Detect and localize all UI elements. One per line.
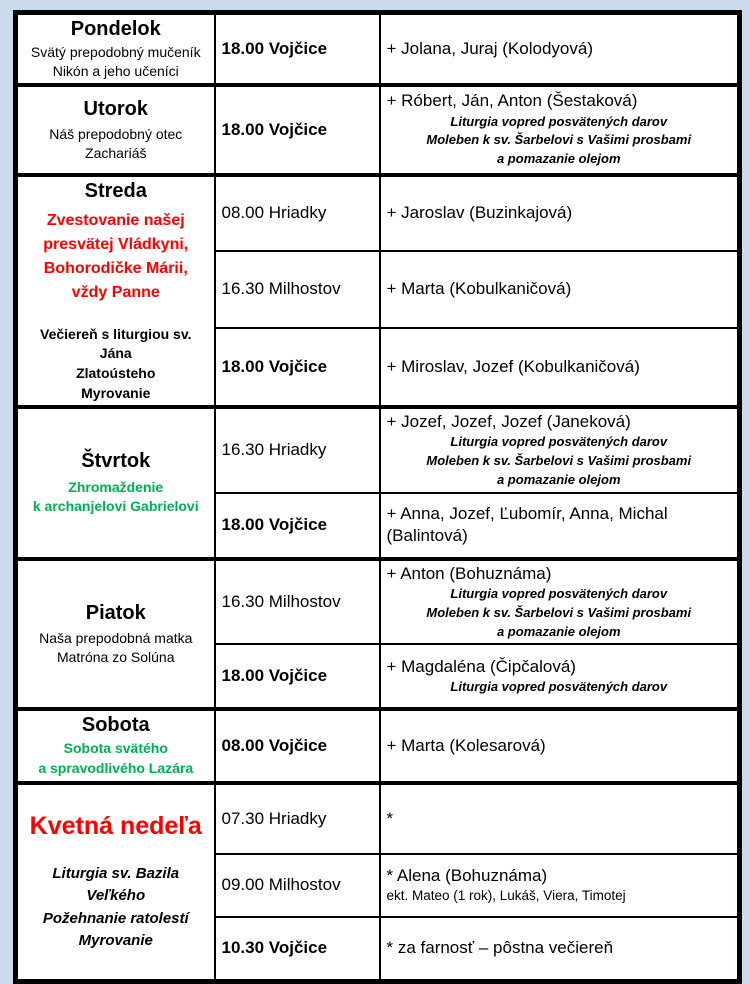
intention-subtext: ekt. Mateo (1 rok), Lukáš, Viera, Timotej	[386, 888, 626, 904]
day-name: Sobota	[81, 714, 150, 737]
intention-text: + Jozef, Jozef, Jozef (Janeková)	[386, 412, 631, 432]
feast-text-red: Zvestovanie našej presvätej Vládkyni, Bohorodičke Márii, vždy Panne	[43, 211, 189, 301]
service-time: 08.00 Hriadky	[215, 175, 380, 251]
intention-text: + Marta (Kolesarová)	[386, 735, 546, 755]
table-row	[16, 175, 740, 251]
service-time: 16.30 Milhostov	[215, 251, 380, 328]
service-time: 09.00 Milhostov	[215, 854, 380, 917]
day-name: Pondelok	[70, 18, 161, 40]
liturgy-notes: Liturgia vopred posvätených darov Moleben k sv. Šarbelovi s Vašimi prosbami a pomazanie olejom	[426, 113, 692, 167]
service-intention-cell	[380, 493, 740, 559]
intention-text: * za farnosť – pôstna večiereň	[386, 938, 614, 958]
service-time: 18.00 Vojčice	[215, 13, 380, 85]
intention-text: + Anton (Bohuznáma)	[386, 563, 552, 583]
day-name: Utorok	[83, 97, 148, 120]
table-row	[16, 13, 740, 85]
intention-text: + Magdaléna (Čipčalová)	[386, 656, 576, 676]
intention-text: + Jaroslav (Buzinkajová)	[386, 203, 573, 223]
intention-text: + Miroslav, Jozef (Kobulkaničová)	[386, 356, 640, 376]
day-cell-utorok	[16, 85, 215, 175]
service-time: 18.00 Vojčice	[215, 493, 380, 559]
liturgy-notes: Liturgia vopred posvätených darov Moleben k sv. Šarbelovi s Vašimi prosbami a pomazanie olejom	[426, 585, 692, 639]
service-intention-cell	[380, 85, 740, 175]
table-row	[16, 407, 740, 493]
liturgical-schedule-table	[13, 10, 742, 984]
service-time: 10.30 Vojčice	[215, 917, 380, 982]
day-name: Štvrtok	[81, 449, 151, 472]
extra-text-italic: Liturgia sv. Bazila Veľkého Požehnanie ratolestí Myrovanie	[42, 864, 189, 950]
service-intention-cell	[380, 559, 740, 645]
day-cell-kvetna-nedela	[16, 783, 215, 982]
table-row	[16, 559, 740, 645]
service-time: 18.00 Vojčice	[215, 644, 380, 709]
day-cell-piatok	[16, 559, 215, 710]
day-cell-pondelok	[16, 13, 215, 85]
service-time: 07.30 Hriadky	[215, 783, 380, 854]
intention-text: + Róbert, Ján, Anton (Šestaková)	[386, 91, 638, 111]
table-row	[16, 709, 740, 782]
day-name: Kvetná nedeľa	[29, 811, 202, 840]
table-row	[16, 783, 740, 854]
service-intention-cell	[380, 644, 740, 709]
intention-text: * Alena (Bohuznáma)	[386, 865, 548, 885]
service-intention-cell	[380, 709, 740, 782]
intention-text: + Anna, Jozef, Ľubomír, Anna, Michal (Balintová)	[386, 504, 668, 546]
service-time: 18.00 Vojčice	[215, 85, 380, 175]
liturgy-notes: Liturgia vopred posvätených darov Moleben k sv. Šarbelovi s Vašimi prosbami a pomazanie olejom	[426, 434, 692, 487]
service-intention-cell	[380, 251, 740, 328]
day-name: Piatok	[85, 602, 146, 625]
service-time: 18.00 Vojčice	[215, 328, 380, 407]
service-intention-cell	[380, 407, 740, 493]
service-intention-cell	[380, 783, 740, 854]
service-time: 16.30 Hriadky	[215, 407, 380, 493]
day-cell-stvrtok	[16, 407, 215, 559]
service-time: 16.30 Milhostov	[215, 559, 380, 645]
intention-text: + Marta (Kobulkaničová)	[386, 279, 572, 299]
extra-text: Večiereň s liturgiou sv. Jána Zlatoústeho Myrovanie	[40, 325, 192, 401]
service-intention-cell	[380, 175, 740, 251]
intention-text: + Jolana, Juraj (Kolodyová)	[386, 38, 593, 58]
day-cell-sobota	[16, 709, 215, 782]
intention-text: *	[386, 808, 394, 828]
feast-text-green: Zhromaždenie k archanjelovi Gabrielovi	[32, 478, 199, 515]
service-intention-cell	[380, 328, 740, 407]
table-row	[16, 85, 740, 175]
feast-text-green: Sobota svätého a spravodlivého Lazára	[38, 740, 194, 776]
service-intention-cell	[380, 917, 740, 982]
feast-text: Svätý prepodobný mučeník Nikón a jeho učeníci	[30, 44, 201, 79]
feast-text: Náš prepodobný otec Zachariáš	[49, 125, 183, 161]
feast-text: Naša prepodobná matka Matróna zo Solúna	[39, 630, 193, 666]
service-time: 08.00 Vojčice	[215, 709, 380, 782]
day-name: Streda	[84, 179, 147, 202]
day-cell-streda	[16, 175, 215, 407]
service-intention-cell	[380, 13, 740, 85]
service-intention-cell	[380, 854, 740, 917]
liturgy-notes: Liturgia vopred posvätených darov	[450, 679, 668, 695]
